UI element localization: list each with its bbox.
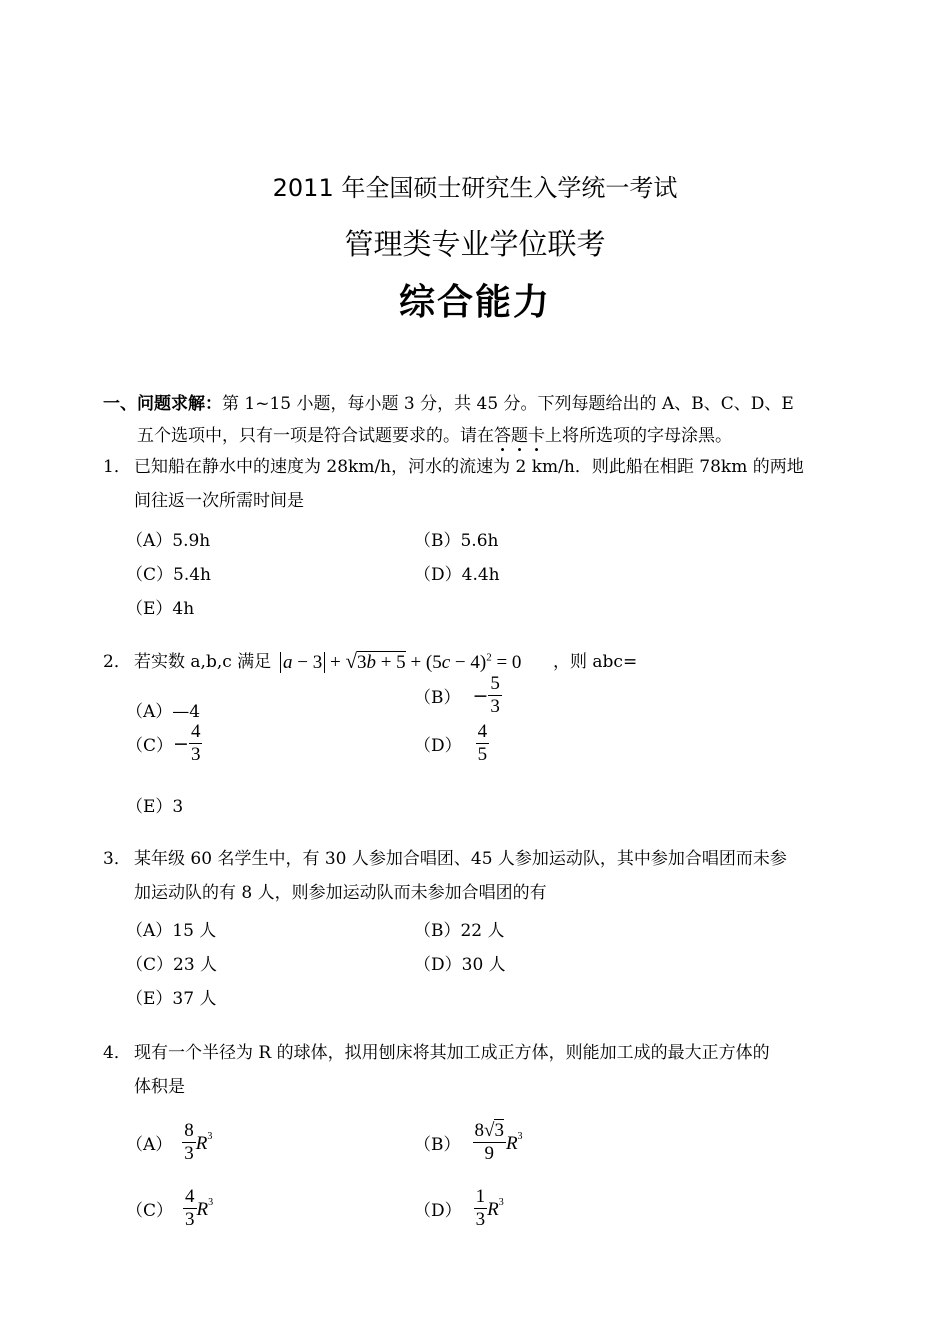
question-2-pre: 若实数 a,b,c 满足 — [134, 652, 272, 672]
question-3-line2: 加运动队的有 8 人，则参加运动队而未参加合唱团的有 — [134, 883, 547, 903]
question-2-post: ，则 abc= — [553, 652, 638, 672]
exam-title-line3: 综合能力 — [398, 282, 551, 323]
q4-option-d: （D） $\frac{1}{3}$ $R^3$ — [414, 1186, 504, 1230]
q1-option-c: （C）5.4h — [126, 565, 211, 585]
q4-option-a: （A） $\frac{8}{3}$ $R^3$ — [126, 1120, 213, 1164]
q2-option-b: （B） − $\frac{5}{3}$ — [414, 673, 500, 717]
section-text1: 第 1~15 小题，每小题 3 分，共 45 分。下列每题给出的 A、B、C、D、E — [222, 394, 794, 414]
question-4-number: 4． — [103, 1043, 131, 1063]
question-1-line2: 间往返一次所需时间是 — [134, 491, 304, 511]
question-2-number: 2． — [103, 652, 131, 672]
q1-option-d: （D）4.4h — [414, 565, 500, 585]
q2-equation: $a - 3 + √3b + 5 + (5c - 4)^2 = 0$ — [280, 649, 521, 674]
emphasis-char: 答 — [494, 426, 511, 446]
section-heading-line2: 五个选项中，只有一项是符合试题要求的。请在答题卡上将所选项的字母涂黑。 — [137, 426, 732, 446]
q3-option-c: （C）23 人 — [126, 955, 218, 975]
emphasis-char: 卡 — [528, 426, 545, 446]
exam-title-line2: 管理类专业学位联考 — [344, 227, 606, 261]
exam-title-line1: 2011 年全国硕士研究生入学统一考试 — [272, 174, 678, 202]
q1-option-a: （A）5.9h — [126, 531, 211, 551]
section-heading-line1 — [103, 389, 794, 414]
q2-option-e: （E）3 — [126, 797, 184, 817]
q2-option-a: （A）—4 — [126, 702, 201, 722]
q2-option-c: （C）− $\frac{4}{3}$ — [126, 721, 201, 765]
section-prefix: 一、 — [103, 394, 137, 414]
q4-option-c: （C） $\frac{4}{3}$ $R^3$ — [126, 1186, 214, 1230]
q4-option-b: （B） $\frac{8√3}{9}$ $R^3$ — [414, 1120, 523, 1164]
emphasis-char: 题 — [511, 426, 528, 446]
q1-option-e: （E）4h — [126, 599, 195, 619]
section-title: 问题求解： — [137, 394, 222, 414]
question-4-line1: 现有一个半径为 R 的球体，拟用刨床将其加工成正方体，则能加工成的最大正方体的 — [134, 1043, 770, 1063]
question-1-number: 1． — [103, 457, 131, 477]
question-3-line1: 某年级 60 名学生中，有 30 人参加合唱团、45 人参加运动队，其中参加合唱团而未参 — [134, 849, 787, 869]
q3-option-d: （D）30 人 — [414, 955, 506, 975]
q1-option-b: （B）5.6h — [414, 531, 499, 551]
q3-option-e: （E）37 人 — [126, 989, 217, 1009]
question-1-line1: 已知船在静水中的速度为 28km/h，河水的流速为 2 km/h．则此船在相距 78km 的两地 — [134, 457, 804, 477]
q3-option-b: （B）22 人 — [414, 921, 505, 941]
question-3-number: 3． — [103, 849, 131, 869]
question-4-line2: 体积是 — [134, 1077, 185, 1097]
q3-option-a: （A）15 人 — [126, 921, 217, 941]
q2-option-d: （D） $\frac{4}{5}$ — [414, 721, 488, 765]
